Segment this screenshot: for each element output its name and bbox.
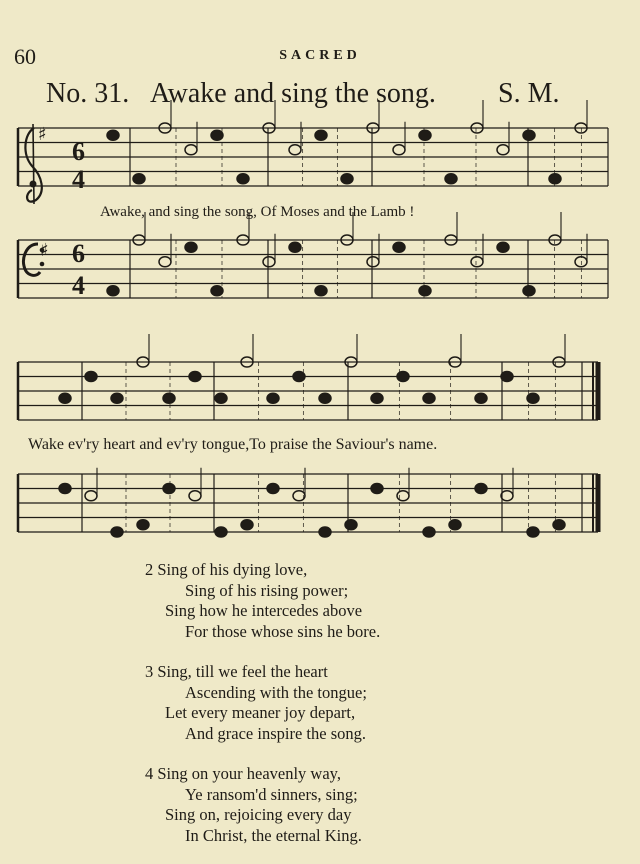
note-head (237, 174, 249, 184)
verse-line: 3 Sing, till we feel the heart (145, 662, 328, 681)
hymn-title: Awake and sing the song. (150, 78, 436, 109)
verse-number: 3 (145, 662, 154, 681)
verse-line: For those whose sins he bore. (185, 621, 381, 641)
note-head (185, 145, 197, 155)
note-head (497, 145, 509, 155)
note-head (497, 242, 509, 252)
verse-line: Sing how he intercedes above (165, 601, 363, 620)
verse-line: And grace inspire the song. (185, 723, 366, 743)
note-head (137, 520, 149, 530)
verse-3 (145, 662, 367, 744)
note-head (371, 484, 383, 494)
note-head (501, 372, 513, 382)
note-head (475, 484, 487, 494)
note-head (523, 286, 535, 296)
note-head (267, 484, 279, 494)
verse-line: Sing on, rejoicing every day (165, 805, 352, 824)
note-head (471, 257, 483, 267)
note-head (85, 372, 97, 382)
note-head (527, 393, 539, 403)
note-head (85, 491, 97, 501)
note-head (59, 484, 71, 494)
note-head (111, 393, 123, 403)
note-head (133, 174, 145, 184)
verse-line: Sing of his rising power; (185, 580, 349, 600)
verse-line: 4 Sing on your heavenly way, (145, 764, 341, 783)
note-head (315, 286, 327, 296)
note-head (475, 393, 487, 403)
note-head (319, 527, 331, 537)
note-head (393, 145, 405, 155)
verse-line: Ye ransom'd sinners, sing; (185, 784, 358, 804)
verse-number: 4 (145, 764, 154, 783)
verse-4 (145, 764, 362, 846)
note-head (289, 242, 301, 252)
note-head (419, 286, 431, 296)
note-head (293, 372, 305, 382)
staff-lines (18, 128, 608, 532)
note-head (523, 130, 535, 140)
note-head (553, 520, 565, 530)
verse-line: Let every meaner joy depart, (165, 703, 356, 722)
note-head (423, 393, 435, 403)
note-head (423, 527, 435, 537)
note-head (185, 242, 197, 252)
sharp-icon: ♯ (40, 240, 49, 261)
time-signature-bottom: 4 (72, 271, 85, 300)
sharp-icon: ♯ (38, 124, 47, 145)
time-signature-top: 6 (72, 239, 85, 268)
note-head (341, 174, 353, 184)
lyric-line-2: Wake ev'ry heart and ev'ry tongue,To praise the Saviour's name. (28, 436, 438, 453)
note-head (501, 491, 513, 501)
note-head (393, 242, 405, 252)
note-head (189, 491, 201, 501)
page-number: 60 (14, 44, 36, 69)
note-head (289, 145, 301, 155)
note-head (345, 520, 357, 530)
note-head (419, 130, 431, 140)
note-head (371, 393, 383, 403)
note-head (107, 130, 119, 140)
note-head (319, 393, 331, 403)
note-head (215, 527, 227, 537)
verse-number: 2 (145, 560, 154, 579)
note-head (241, 520, 253, 530)
verse-line: Ascending with the tongue; (185, 682, 367, 702)
note-heads (59, 100, 587, 537)
time-signature-top: 6 (72, 137, 85, 166)
note-head (397, 372, 409, 382)
note-head (215, 393, 227, 403)
note-head (367, 257, 379, 267)
note-head (159, 257, 171, 267)
note-head (397, 491, 409, 501)
time-signature-bottom: 4 (72, 165, 85, 194)
verse-line: In Christ, the eternal King. (185, 825, 362, 845)
running-head: SACRED (279, 48, 361, 63)
note-head (549, 174, 561, 184)
hymn-number: No. 31. (46, 78, 130, 109)
note-head (527, 527, 539, 537)
note-head (449, 520, 461, 530)
hymn-meter: S. M. (498, 78, 560, 109)
note-head (315, 130, 327, 140)
note-head (111, 527, 123, 537)
note-head (211, 130, 223, 140)
note-head (189, 372, 201, 382)
note-head (267, 393, 279, 403)
verse-2 (145, 560, 380, 642)
note-head (163, 393, 175, 403)
note-head (211, 286, 223, 296)
note-head (445, 174, 457, 184)
note-head (163, 484, 175, 494)
note-head (107, 286, 119, 296)
verse-line: 2 Sing of his dying love, (145, 560, 308, 579)
note-head (263, 257, 275, 267)
lyric-line-1: Awake, and sing the song, Of Moses and the Lamb ! (100, 204, 415, 220)
note-head (59, 393, 71, 403)
